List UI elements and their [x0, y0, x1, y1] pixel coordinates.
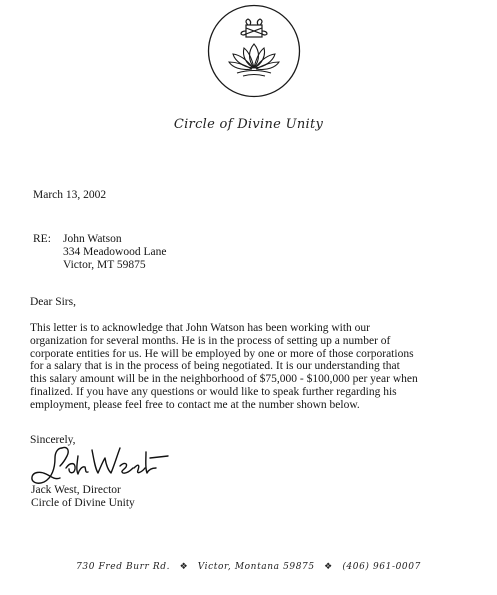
body-line: organization for several months. He is in the process of setting up a number of [30, 334, 391, 347]
signer-name-title: Jack West, Director [31, 484, 121, 496]
footer-street: 730 Fred Burr Rd. [76, 562, 171, 572]
body-line: for a salary that is in the process of being negotiated. It is our understanding that [30, 360, 400, 373]
letter-date: March 13, 2002 [33, 189, 107, 201]
body-line: employment, please feel free to contact me at the number shown below. [30, 398, 360, 411]
footer-address [0, 562, 497, 572]
re-city: Victor, MT 59875 [63, 259, 146, 271]
handwritten-signature [22, 442, 192, 490]
diamond-separator-icon: ❖ [179, 562, 189, 572]
footer-city: Victor, Montana 59875 [197, 562, 315, 572]
body-line: this salary amount will be in the neighborhood of $75,000 - $100,000 per year when [30, 373, 418, 386]
closing: Sincerely, [30, 434, 76, 446]
lotus-logo-icon [207, 4, 301, 98]
letter-body [30, 322, 466, 412]
re-name: John Watson [63, 233, 122, 245]
body-line: This letter is to acknowledge that John Watson has been working with our [30, 322, 370, 334]
re-label: RE: [33, 233, 51, 245]
signer-block [31, 484, 135, 510]
re-street: 334 Meadowood Lane [63, 246, 167, 258]
signer-organization: Circle of Divine Unity [31, 497, 135, 509]
body-line: finalized. If you have any questions or would like to speak further regarding his [30, 385, 397, 398]
salutation: Dear Sirs, [30, 296, 76, 308]
body-line: corporate entities for us. He will be employed by one or more of those corporations [30, 347, 414, 360]
diamond-separator-icon: ❖ [324, 562, 333, 572]
letterhead-org-name: Circle of Divine Unity [173, 117, 324, 132]
re-address-block [63, 233, 166, 272]
footer-phone: (406) 961-0007 [342, 562, 421, 572]
